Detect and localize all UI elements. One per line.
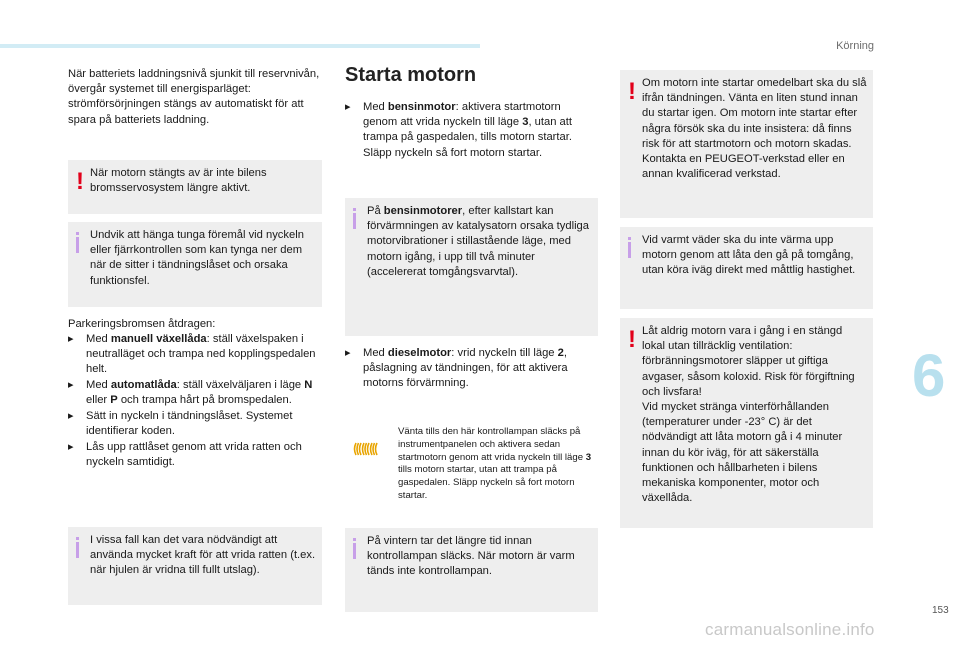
chapter-tab: 6 [912,342,946,409]
bullet-icon: ▸ [68,441,74,453]
warning-text: Om motorn inte startar omedelbart ska du slå ifrån tändningen. Vänta en liten stund innan du startar igen. Om motorn inte startar efter några försök ska du inte insistera: då finns risk för att startmotorn och motorn skadas. Kontakta en PEUGEOT-verkstad eller en annan kvalificerad verkstad. [642,77,867,181]
list-item-diesel: ▸ Med dieselmotor: vrid nyckeln till läge 2, påslagning av tändningen, för att aktivera motorns förvärmning. [345,347,568,390]
warning-icon: ! [76,168,84,195]
section-title: Körning [836,40,874,52]
info-box-keys [68,222,322,307]
warning-icon: ! [628,326,636,353]
glow-plug-lamp-icon [352,440,382,458]
info-text: I vissa fall kan det vara nödvändigt att använda mycket kraft för att vrida ratten (t.ex. när hjulen är vridna till fullt utslag). [90,534,316,577]
list-item-petrol: ▸ Med bensinmotor: aktivera startmotorn genom att vrida nyckeln till läge 3, utan att trampa på gaspedalen, tills motorn startar. Släpp nyckeln så fort motorn startar. [345,101,572,159]
warning-text: När motorn stängts av är inte bilens bromsservosystem längre aktivt. [90,167,267,195]
warning-box-ventilation [620,318,873,528]
bullet-icon: ▸ [345,347,351,359]
warning-icon: ! [628,78,636,105]
bullet-icon: ▸ [68,333,74,345]
info-box-catalyst [345,198,598,336]
info-box-warm-weather [620,227,873,309]
parking-title: Parkeringsbromsen åtdragen: [68,318,216,330]
info-text: På vintern tar det längre tid innan kontrollampan släcks. När motorn är varm tänds inte kontrollampan. [367,535,575,578]
info-text: Vid varmt väder ska du inte värma upp motorn genom att låta den gå på tomgång, utan köra iväg direkt med måttlig hastighet. [642,234,856,277]
list-item-manual: ▸ Med manuell växellåda: ställ växelspaken i neutralläget och trampa ned kopplingspedalen helt. [68,333,316,376]
warning-box-no-start [620,70,873,218]
warning-text: Låt aldrig motorn vara i gång i en stängd lokal utan tillräcklig ventilation: förbränningsmotorer släpper ut giftiga avgaser, såsom koloxid. Risk för förgiftning och livsfara! Vid mycket stränga vinterförhållanden (temperaturer under -23° C) är det nödvändigt att låta motorn gå i 4 minuter innan du kör iväg, för att säkerställa funktionen och hållbarheten i bilens mekaniska komponenter, motor och växellåda. [642,325,855,505]
list-item-key: ▸ Sätt in nyckeln i tändningslåset. Systemet identifierar koden. [68,410,293,438]
bullet-icon: ▸ [68,410,74,422]
info-text: På bensinmotorer, efter kallstart kan förvärmningen av katalysatorn orsaka tydliga motorvibrationer i stillastående läge, med motorn igång, i upp till två minuter (accelererat tomgångsvarvtal). [367,205,589,278]
bullet-icon: ▸ [68,379,74,391]
page-title: Starta motorn [345,64,477,86]
list-item-automatic: ▸ Med automatlåda: ställ växelväljaren i läge N eller P och trampa hårt på bromspedalen. [68,379,313,407]
intro-text: När batteriets laddningsnivå sjunkit till reservnivån, övergår systemet till energisparläget: strömförsörjningen stängs av automatiskt för att spara på batteriets laddning. [68,68,320,126]
info-text: Undvik att hänga tunga föremål vid nyckeln eller fjärrkontrollen som kan tynga ner dem när de sitter i tändningslåset och orsaka funktionsfel. [90,229,304,287]
watermark: carmanualsonline.info [705,620,875,639]
page-number: 153 [932,605,949,616]
warning-box-brake [68,160,322,214]
header-bar [0,44,480,48]
info-box-winter [345,528,598,612]
list-item-steering: ▸ Lås upp rattlåset genom att vrida ratten och nyckeln samtidigt. [68,441,302,469]
bullet-icon: ▸ [345,101,351,113]
info-box-steering-force [68,527,322,605]
glow-lamp-text: Vänta tills den här kontrollampan släcks på instrumentpanelen och aktivera sedan startmotorn genom att vrida nyckeln till läge 3 tills motorn startar, utan att trampa på gaspedalen. Släpp nyckeln så fort motorn startar. [398,426,592,501]
